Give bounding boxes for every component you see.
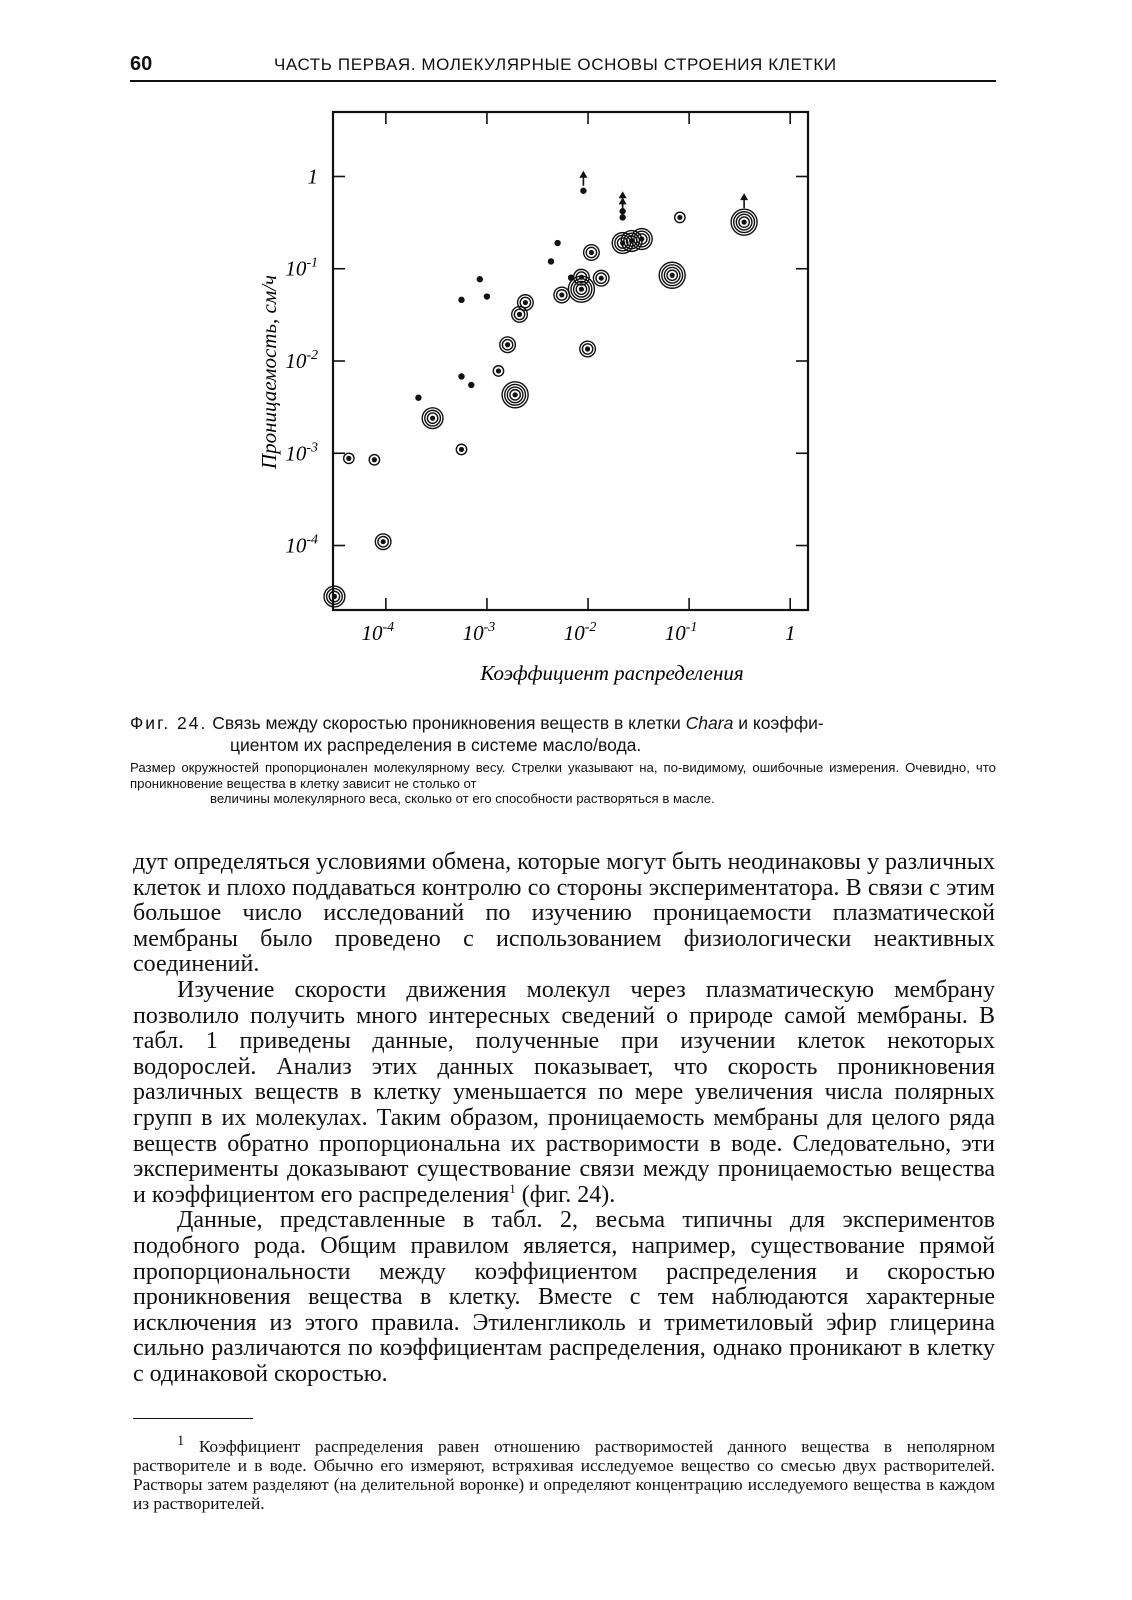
point-center (332, 594, 337, 599)
point-dot (619, 214, 625, 220)
point-center (505, 342, 510, 347)
point-center (677, 215, 682, 220)
x-axis-label: Коэффициент распределения (480, 661, 744, 685)
footnote-ref: 1 (509, 1180, 516, 1196)
point-center (430, 416, 435, 421)
data-point (458, 373, 464, 379)
paragraph-2-text: Изучение скорости движения молекул через плазматическую мембрану позволило получить много интересных сведений о природе самой мембраны. В табл. 1 приведены данные, полученные при изучении клеток некоторых водорослей. Анализ этих данных показывает, что скорость проникновения различных веществ в клетку уменьшается по мере увеличения числа полярных групп в их молекулах. Таким образом, проницаемость мембраны для целого ряда веществ обратно пропорциональна их растворимости в воде. Следовательно, эти эксперименты доказывают существование связи между проницаемостью вещества и коэффициентом его распределения (133, 976, 995, 1208)
point-center (579, 287, 584, 292)
point-dot (477, 276, 483, 282)
data-point (619, 197, 627, 220)
x-tick-label: 1 (784, 621, 796, 645)
point-dot (548, 258, 554, 264)
footnote (133, 1432, 995, 1513)
x-tick-exponent: -4 (382, 620, 395, 635)
plot-border (333, 112, 808, 610)
data-point (512, 307, 528, 323)
caption-note-main: Размер окружностей пропорционален молекулярному весу. Стрелки указывают на, по-видимому, ошибочные измерения. Очевидно, что проникновение вещества в клетку зависит не столько от (130, 760, 996, 791)
point-center (517, 312, 522, 317)
paragraph-2 (133, 978, 995, 1208)
y-tick-exponent: -3 (306, 440, 318, 456)
error-arrow-head (579, 171, 587, 178)
data-point (369, 455, 379, 465)
x-tick-label: $10^{-4}$ (361, 620, 395, 645)
data-point (731, 193, 757, 235)
x-tick-label: $10^{-1}$ (664, 620, 698, 645)
x-tick-exponent: -3 (483, 620, 496, 635)
data-point (659, 262, 685, 288)
y-tick-label: $10^{-3}$ (285, 440, 318, 466)
x-tick-exponent: -1 (685, 620, 698, 635)
point-dot (554, 240, 560, 246)
point-center (670, 273, 675, 278)
caption-title-part2: и коэффи- (733, 713, 824, 733)
caption-title (130, 712, 996, 756)
footnote-text: Коэффициент распределения равен отношению растворимостей данного вещества в неполярном растворителе и в воде. Обычно его измеряют, встряхивая исследуемое вещество со смесью двух растворителей. Растворы затем разделяют (на делительной воронке) и определяют концентрацию исследуемого вещества в каждом из растворителей. (133, 1436, 995, 1513)
footnote-marker: 1 (177, 1433, 185, 1449)
point-center (599, 276, 604, 281)
data-point (631, 229, 652, 250)
point-center (589, 250, 594, 255)
data-point (548, 258, 554, 264)
figure-label: Фиг. 24. (130, 713, 208, 733)
data-point (458, 297, 464, 303)
y-tick-label: $10^{-2}$ (285, 348, 318, 373)
x-tick-label: $10^{-2}$ (563, 620, 597, 645)
caption-note (130, 760, 996, 807)
point-dot (458, 373, 464, 379)
y-tick-label: $10^{-4}$ (285, 532, 318, 558)
point-center (346, 456, 351, 461)
data-point (579, 171, 587, 194)
caption-note-tail: величины молекулярного веса, сколько от его способности растворяться в масле. (210, 791, 715, 806)
point-center (639, 236, 644, 241)
data-point (500, 337, 516, 353)
data-point (568, 276, 594, 302)
data-point (415, 395, 421, 401)
data-point (554, 287, 570, 303)
caption-title-part1: Связь между скоростью проникновения веществ в клетки (212, 713, 686, 733)
point-center (742, 220, 747, 225)
point-dot (415, 395, 421, 401)
data-point (484, 293, 490, 299)
point-dot (468, 382, 474, 388)
point-center (381, 539, 386, 544)
point-center (372, 457, 377, 462)
data-point (493, 366, 503, 376)
point-center (585, 346, 590, 351)
point-dot (458, 297, 464, 303)
x-tick-exponent: -2 (584, 620, 597, 635)
error-arrow-head (740, 193, 748, 200)
data-point (593, 270, 609, 286)
y-tick-label: $10^{-1}$ (285, 255, 318, 281)
caption-title-line2: циентом их распределения в системе масло/вода. (230, 735, 642, 755)
data-point (477, 276, 483, 282)
paragraph-1: дут определяться условиями обмена, которые могут быть неодинаковы у различных клеток и плохо поддаваться контролю со стороны экспериментатора. В связи с этим большое число исследований по изучению проницаемости плазматической мембраны было проведено с использованием физиологически неактивных соединений. (133, 849, 995, 978)
data-point (344, 453, 354, 463)
point-dot (484, 293, 490, 299)
point-center (513, 392, 518, 397)
data-point (580, 341, 596, 357)
page-number: 60 (130, 53, 153, 75)
data-point (422, 408, 443, 429)
footnote-divider (133, 1418, 253, 1419)
caption-species: Chara (685, 713, 734, 733)
point-center (496, 368, 501, 373)
data-point (554, 240, 560, 246)
point-center (459, 447, 464, 452)
point-center (523, 300, 528, 305)
running-head: ЧАСТЬ ПЕРВАЯ. МОЛЕКУЛЯРНЫЕ ОСНОВЫ СТРОЕНИЯ КЛЕТКИ (274, 55, 837, 74)
x-tick-label: $10^{-3}$ (462, 620, 496, 645)
permeability-scatter-chart (0, 0, 1132, 700)
point-dot (580, 188, 586, 194)
data-point (502, 382, 528, 408)
y-tick-label: 1 (307, 164, 318, 189)
paragraph-2-end: (фиг. 24). (515, 1181, 616, 1208)
y-tick-exponent: -4 (306, 532, 318, 548)
point-center (559, 292, 564, 297)
data-point (324, 586, 345, 607)
data-point (675, 212, 685, 222)
error-arrow-head (619, 191, 627, 198)
y-tick-exponent: -2 (306, 348, 318, 363)
y-tick-exponent: -1 (306, 255, 318, 271)
data-point (375, 534, 391, 550)
data-point (518, 295, 534, 311)
data-point (468, 382, 474, 388)
figure-caption (130, 712, 996, 807)
body-text (133, 850, 995, 1387)
y-axis-label: Проницаемость, см/ч (257, 274, 281, 470)
data-point (584, 245, 600, 261)
data-point (456, 444, 466, 454)
error-arrow-head (619, 197, 627, 204)
paragraph-3: Данные, представленные в табл. 2, весьма типичны для экспериментов подобного рода. Общим правилом является, например, существование прямой пропорциональности между коэффициентом распределения и скоростью проникновения вещества в клетку. Вместе с тем наблюдаются характерные исключения из этого правила. Этиленгликоль и триметиловый эфир глицерина сильно различаются по коэффициентам распределения, однако проникают в клетку с одинаковой скоростью. (133, 1207, 995, 1387)
